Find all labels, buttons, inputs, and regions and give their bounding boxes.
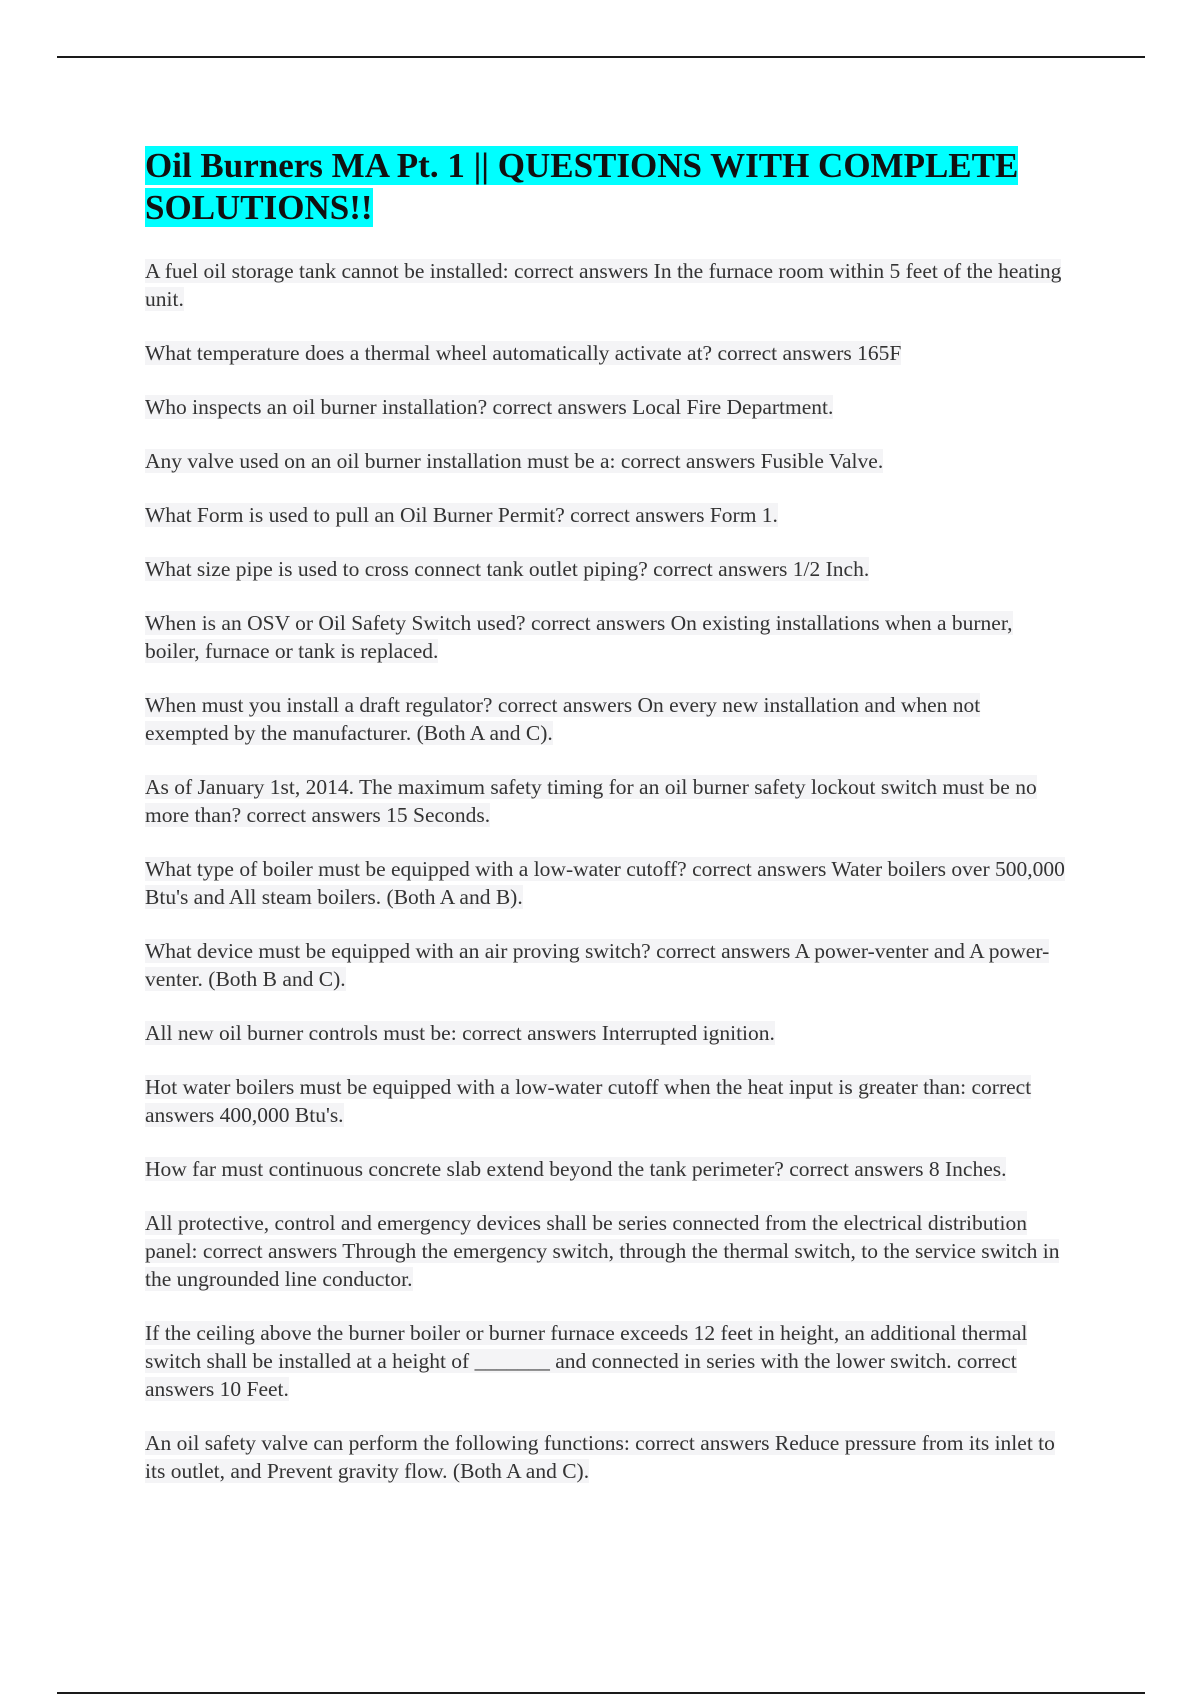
qa-item: All protective, control and emergency devices shall be series connected from the electrical distribution panel: correct answers Through the emergency switch, through the thermal switch, to the service switch in the ungrounded line conductor. xyxy=(145,1211,1060,1291)
qa-item: Hot water boilers must be equipped with a low-water cutoff when the heat input is greater than: correct answers 400,000 Btu's. xyxy=(145,1075,1032,1127)
bottom-rule xyxy=(57,1692,1145,1694)
qa-item: When must you install a draft regulator? correct answers On every new installation and when not exempted by the manufacturer. (Both A and C). xyxy=(145,693,981,745)
qa-item: What Form is used to pull an Oil Burner Permit? correct answers Form 1. xyxy=(145,503,778,527)
qa-item: What device must be equipped with an air proving switch? correct answers A power-venter and A power-venter. (Both B and C). xyxy=(145,939,1050,991)
qa-item: What size pipe is used to cross connect tank outlet piping? correct answers 1/2 Inch. xyxy=(145,557,870,581)
top-rule xyxy=(57,56,1145,58)
qa-list xyxy=(145,257,1065,1485)
qa-item: An oil safety valve can perform the following functions: correct answers Reduce pressure from its inlet to its outlet, and Prevent gravity flow. (Both A and C). xyxy=(145,1431,1055,1483)
qa-item: All new oil burner controls must be: correct answers Interrupted ignition. xyxy=(145,1021,775,1045)
qa-item: What type of boiler must be equipped with a low-water cutoff? correct answers Water boilers over 500,000 Btu's and All steam boilers. (Both A and B). xyxy=(145,857,1065,909)
qa-item: When is an OSV or Oil Safety Switch used? correct answers On existing installations when a burner, boiler, furnace or tank is replaced. xyxy=(145,611,1013,663)
qa-item: How far must continuous concrete slab extend beyond the tank perimeter? correct answers 8 Inches. xyxy=(145,1157,1007,1181)
qa-item: Who inspects an oil burner installation? correct answers Local Fire Department. xyxy=(145,395,834,419)
qa-item: If the ceiling above the burner boiler or burner furnace exceeds 12 feet in height, an additional thermal switch shall be installed at a height of _______ and connected in series with the lower switch. correct answers 10 Feet. xyxy=(145,1321,1028,1401)
document-title-text: Oil Burners MA Pt. 1 || QUESTIONS WITH COMPLETE SOLUTIONS!! xyxy=(145,146,1019,227)
qa-item: As of January 1st, 2014. The maximum safety timing for an oil burner safety lockout switch must be no more than? correct answers 15 Seconds. xyxy=(145,775,1037,827)
document-title xyxy=(145,145,1065,229)
qa-item: Any valve used on an oil burner installation must be a: correct answers Fusible Valve. xyxy=(145,449,884,473)
qa-item: What temperature does a thermal wheel automatically activate at? correct answers 165F xyxy=(145,341,902,365)
qa-item: A fuel oil storage tank cannot be installed: correct answers In the furnace room within 5 feet of the heating unit. xyxy=(145,259,1062,311)
document-body xyxy=(145,145,1065,1511)
